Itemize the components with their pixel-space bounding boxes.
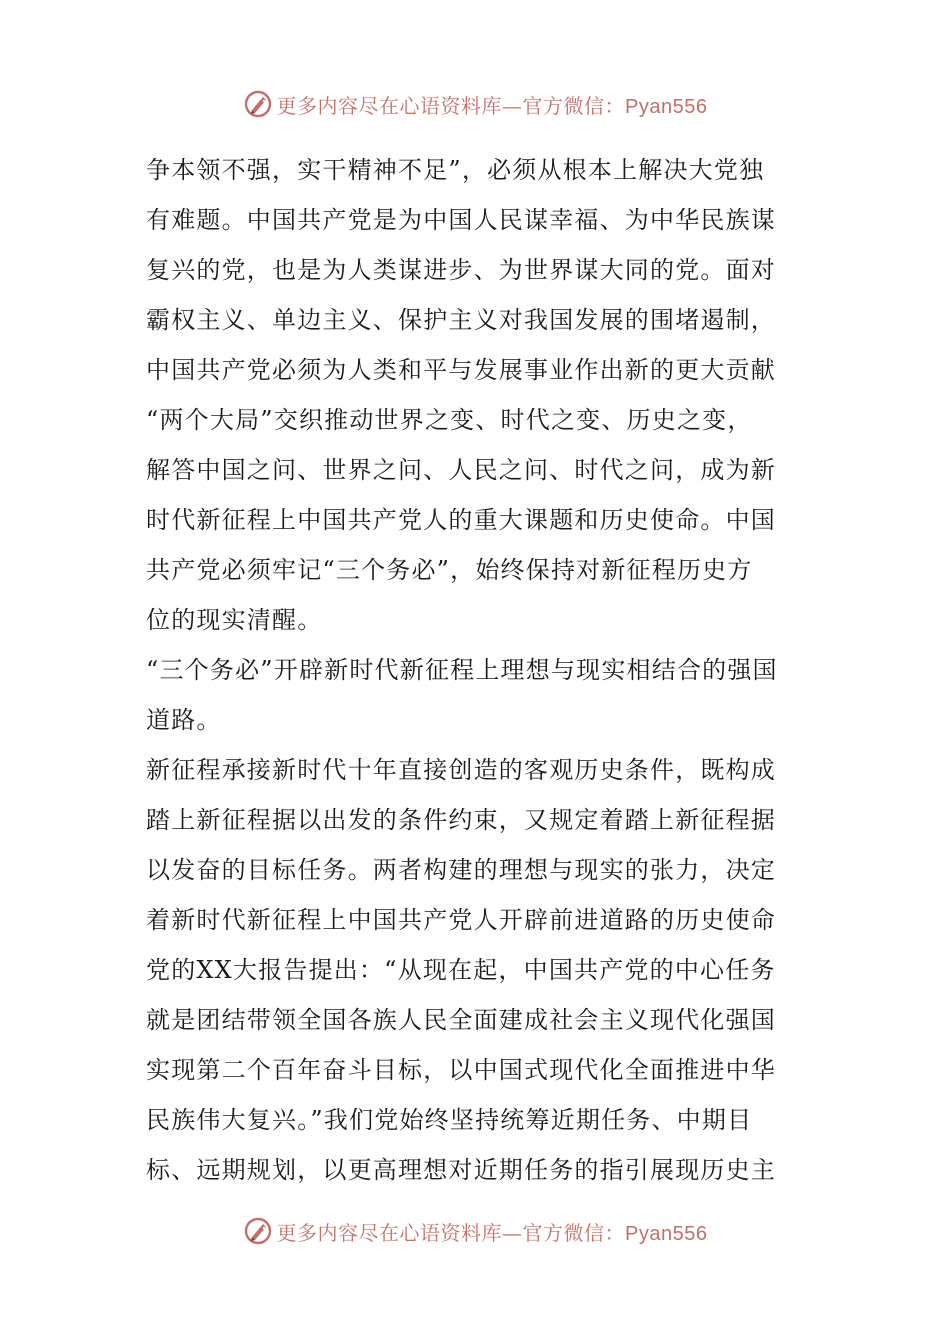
header-banner bbox=[0, 84, 950, 124]
text-line: 党的XX大报告提出：“从现在起，中国共产党的中心任务 bbox=[146, 956, 776, 984]
header-separator: — bbox=[502, 93, 523, 118]
footer-label: 官方微信： bbox=[522, 1220, 626, 1245]
pen-logo-icon bbox=[243, 89, 273, 119]
footer-banner bbox=[0, 1211, 950, 1251]
footer-brand: 更多内容尽在心语资料库 bbox=[276, 1220, 503, 1245]
text-line: 霸权主义、单边主义、保护主义对我国发展的围堵遏制， bbox=[146, 306, 776, 334]
text-line: 道路。 bbox=[146, 706, 222, 734]
text-line: “两个大局”交织推动世界之变、时代之变、历史之变， bbox=[146, 406, 753, 434]
text-line: 就是团结带领全国各族人民全面建成社会主义现代化强国 bbox=[146, 1006, 776, 1034]
document-body bbox=[146, 145, 806, 1195]
footer-handle: Pyan556 bbox=[625, 1222, 708, 1245]
text-line: 共产党必须牢记“三个务必”，始终保持对新征程历史方 bbox=[146, 556, 753, 584]
text-line: 复兴的党，也是为人类谋进步、为世界谋大同的党。面对 bbox=[146, 256, 776, 284]
text-line: 中国共产党必须为人类和平与发展事业作出新的更大贡献 bbox=[146, 356, 776, 384]
footer-text bbox=[277, 1217, 708, 1246]
header-text bbox=[277, 90, 708, 119]
text-line: 解答中国之问、世界之问、人民之问、时代之问，成为新 bbox=[146, 456, 776, 484]
footer-separator: — bbox=[502, 1220, 523, 1245]
pen-logo-icon bbox=[243, 1216, 273, 1246]
header-brand: 更多内容尽在心语资料库 bbox=[276, 93, 503, 118]
header-label: 官方微信： bbox=[522, 93, 626, 118]
text-line: “三个务必”开辟新时代新征程上理想与现实相结合的强国 bbox=[146, 656, 778, 684]
text-line: 争本领不强，实干精神不足”，必须从根本上解决大党独 bbox=[146, 156, 765, 184]
text-line: 有难题。中国共产党是为中国人民谋幸福、为中华民族谋 bbox=[146, 206, 776, 234]
header-handle: Pyan556 bbox=[625, 95, 708, 118]
text-line: 标、远期规划，以更高理想对近期任务的指引展现历史主 bbox=[146, 1156, 776, 1184]
text-line: 位的现实清醒。 bbox=[146, 606, 323, 634]
text-line: 新征程承接新时代十年直接创造的客观历史条件，既构成 bbox=[146, 756, 776, 784]
text-line: 民族伟大复兴。”我们党始终坚持统筹近期任务、中期目 bbox=[146, 1106, 753, 1134]
text-line: 时代新征程上中国共产党人的重大课题和历史使命。中国 bbox=[146, 506, 776, 534]
text-line: 踏上新征程据以出发的条件约束，又规定着踏上新征程据 bbox=[146, 806, 776, 834]
text-line: 着新时代新征程上中国共产党人开辟前进道路的历史使命 bbox=[146, 906, 776, 934]
text-line: 实现第二个百年奋斗目标，以中国式现代化全面推进中华 bbox=[146, 1056, 776, 1084]
text-line: 以发奋的目标任务。两者构建的理想与现实的张力，决定 bbox=[146, 856, 776, 884]
